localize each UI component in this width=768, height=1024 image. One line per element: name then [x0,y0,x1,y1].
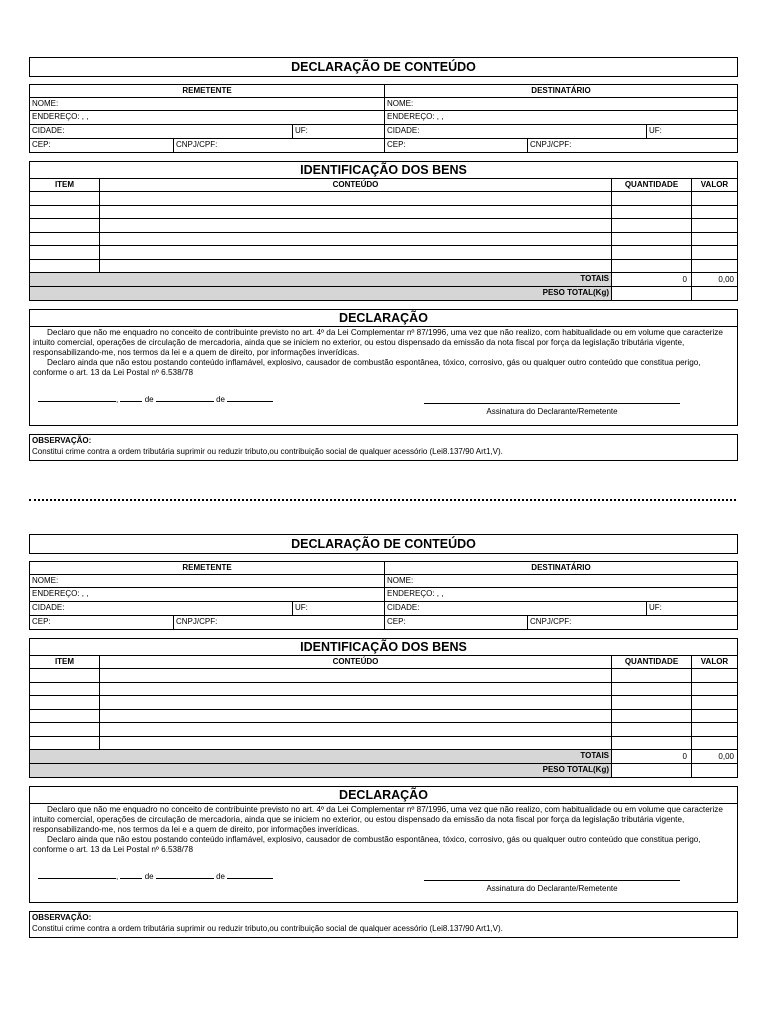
address-block [29,84,738,153]
sender-uf-label[interactable]: UF: [295,603,308,612]
signature-line[interactable] [424,403,680,404]
sender-heading: REMETENTE [182,86,232,95]
table-row[interactable] [30,669,737,683]
form-title: DECLARAÇÃO DE CONTEÚDO [29,57,738,77]
observation-block [29,911,738,938]
observation-block [29,434,738,461]
date-line[interactable]: , de de [38,394,273,406]
sender-cnpj-label[interactable]: CNPJ/CPF: [176,617,218,626]
declaration-text-2: Declaro ainda que não estou postando conteúdo inflamável, explosivo, causador de combustão espontânea, tóxico, corrosivo, gás ou qualquer outro conteúdo que constitua perigo, conforme o art. 13 da Lei Postal nº 6.538/78 [33,835,701,854]
sender-cnpj-label[interactable]: CNPJ/CPF: [176,140,218,149]
declaration-text-1: Declaro que não me enquadro no conceito de contribuinte previsto no art. 4º da Lei Complementar nº 87/1996, uma vez que não realizo, com habitualidade ou em volume que caracterize intuito comercial, operações de circulação de mercadoria, ainda que se iniciem no exterior, ou estou dispensado da emissão da nota fiscal por força da legislação tributária vigente, responsabilizando-me, nos termos da lei e a quem de direito, por informações inverídicas. [33,328,723,357]
col-conteudo: CONTEÚDO [332,657,379,666]
recipient-endereco-label[interactable]: ENDEREÇO: , , [387,589,444,598]
sender-nome-label[interactable]: NOME: [32,576,59,585]
recipient-endereco-label[interactable]: ENDEREÇO: , , [387,112,444,121]
goods-table [29,638,738,778]
signature-label: Assinatura do Declarante/Remetente [486,407,618,416]
sender-endereco-label[interactable]: ENDEREÇO: , , [32,589,89,598]
totais-quantidade[interactable]: 0 [682,275,687,284]
totais-label: TOTAIS [580,274,609,283]
observation-label: OBSERVAÇÃO: [32,913,92,922]
sender-uf-label[interactable]: UF: [295,126,308,135]
sender-heading: REMETENTE [182,563,232,572]
table-row[interactable] [30,206,737,220]
totais-valor[interactable]: 0,00 [718,275,734,284]
totais-quantidade[interactable]: 0 [682,752,687,761]
col-valor: VALOR [700,657,729,666]
peso-value[interactable] [612,288,737,300]
recipient-cnpj-label[interactable]: CNPJ/CPF: [530,617,572,626]
table-row[interactable] [30,246,737,260]
recipient-nome-label[interactable]: NOME: [387,99,414,108]
table-row[interactable] [30,219,737,233]
col-valor: VALOR [700,180,729,189]
table-row[interactable] [30,260,737,274]
goods-title: IDENTIFICAÇÃO DOS BENS [300,163,467,177]
recipient-uf-label[interactable]: UF: [649,126,662,135]
signature-line[interactable] [424,880,680,881]
col-conteudo: CONTEÚDO [332,180,379,189]
date-line[interactable]: , de de [38,871,273,883]
recipient-cnpj-label[interactable]: CNPJ/CPF: [530,140,572,149]
sender-cidade-label[interactable]: CIDADE: [32,603,65,612]
col-item: ITEM [54,180,75,189]
sender-cep-label[interactable]: CEP: [32,617,51,626]
declaration-block [29,786,738,903]
table-row[interactable] [30,723,737,737]
cut-line [29,499,736,501]
declaration-title: DECLARAÇÃO [339,788,428,802]
declaration-text-1: Declaro que não me enquadro no conceito de contribuinte previsto no art. 4º da Lei Complementar nº 87/1996, uma vez que não realizo, com habitualidade ou em volume que caracterize intuito comercial, operações de circulação de mercadoria, ainda que se iniciem no exterior, ou estou dispensado da emissão da nota fiscal por força da legislação tributária vigente, responsabilizando-me, nos termos da lei e a quem de direito, por informações inverídicas. [33,805,723,834]
address-block [29,561,738,630]
form-title: DECLARAÇÃO DE CONTEÚDO [29,534,738,554]
table-row[interactable] [30,710,737,724]
declaration-block [29,309,738,426]
peso-label: PESO TOTAL(Kg) [542,765,609,774]
col-quantidade: QUANTIDADE [624,657,679,666]
table-row[interactable] [30,696,737,710]
declaration-text-2: Declaro ainda que não estou postando conteúdo inflamável, explosivo, causador de combustão espontânea, tóxico, corrosivo, gás ou qualquer outro conteúdo que constitua perigo, conforme o art. 13 da Lei Postal nº 6.538/78 [33,358,701,377]
recipient-cep-label[interactable]: CEP: [387,617,406,626]
sender-cidade-label[interactable]: CIDADE: [32,126,65,135]
recipient-cidade-label[interactable]: CIDADE: [387,126,420,135]
goods-title: IDENTIFICAÇÃO DOS BENS [300,640,467,654]
recipient-uf-label[interactable]: UF: [649,603,662,612]
peso-label: PESO TOTAL(Kg) [542,288,609,297]
observation-label: OBSERVAÇÃO: [32,436,92,445]
sender-nome-label[interactable]: NOME: [32,99,59,108]
recipient-nome-label[interactable]: NOME: [387,576,414,585]
totais-label: TOTAIS [580,751,609,760]
goods-table [29,161,738,301]
recipient-cep-label[interactable]: CEP: [387,140,406,149]
observation-text: Constitui crime contra a ordem tributária suprimir ou reduzir tributo,ou contribuição social de qualquer acessório (Lei8.137/90 Art1,V). [32,447,503,456]
sender-endereco-label[interactable]: ENDEREÇO: , , [32,112,89,121]
recipient-heading: DESTINATÁRIO [531,563,591,572]
table-row[interactable] [30,192,737,206]
table-row[interactable] [30,233,737,247]
table-row[interactable] [30,737,737,751]
recipient-heading: DESTINATÁRIO [531,86,591,95]
recipient-cidade-label[interactable]: CIDADE: [387,603,420,612]
totais-valor[interactable]: 0,00 [718,752,734,761]
table-row[interactable] [30,683,737,697]
declaration-title: DECLARAÇÃO [339,311,428,325]
signature-label: Assinatura do Declarante/Remetente [486,884,618,893]
peso-value[interactable] [612,765,737,777]
sender-cep-label[interactable]: CEP: [32,140,51,149]
col-quantidade: QUANTIDADE [624,180,679,189]
observation-text: Constitui crime contra a ordem tributária suprimir ou reduzir tributo,ou contribuição social de qualquer acessório (Lei8.137/90 Art1,V). [32,924,503,933]
col-item: ITEM [54,657,75,666]
